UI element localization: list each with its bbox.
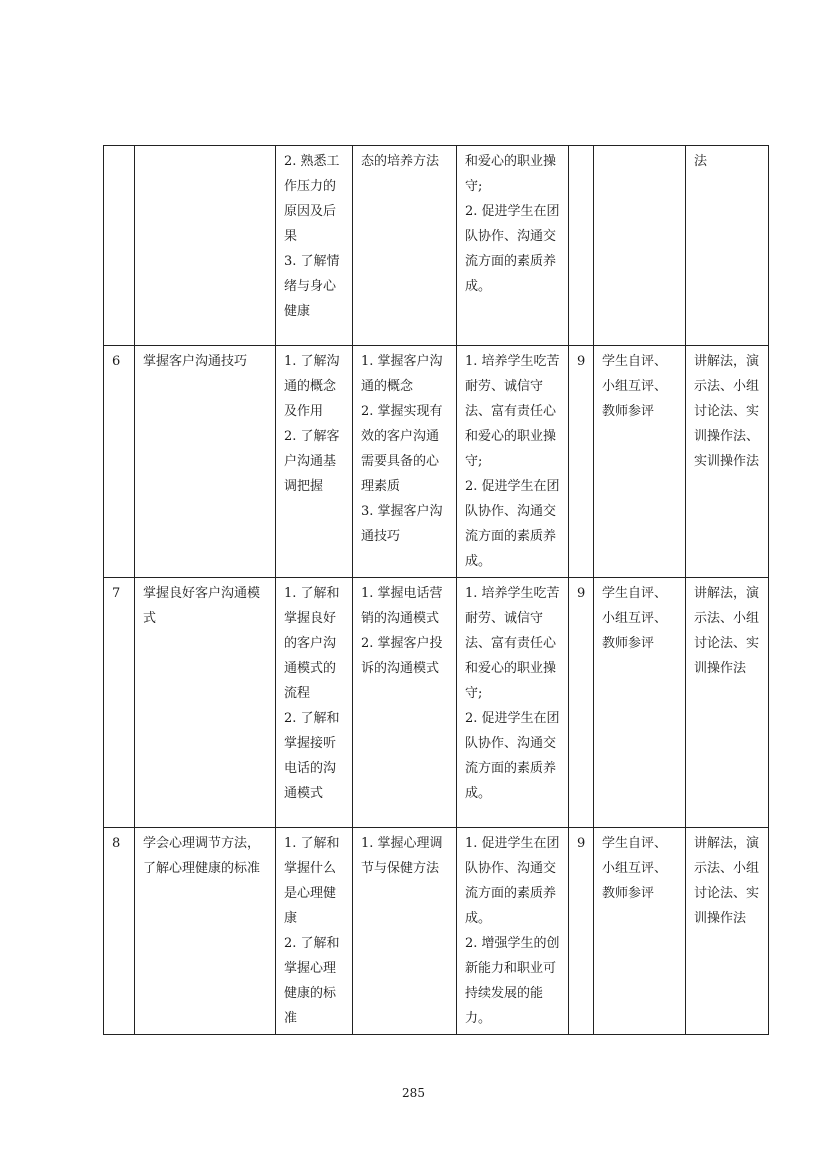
knowledge-goals-item: 3. 了解情绪与身心健康: [284, 254, 340, 319]
quality-goals-item: 1. 促进学生在团队协作、沟通交流方面的素质养成。: [465, 836, 560, 926]
table-row: [104, 146, 769, 346]
quality-goals-cell: [457, 828, 569, 1035]
knowledge-goals-item: 2. 了解和掌握心理健康的标准: [284, 936, 340, 1026]
knowledge-goals-item: 2. 了解和掌握接听电话的沟通模式: [284, 711, 340, 801]
hours-cell: [569, 146, 594, 346]
knowledge-goals-cell: [276, 346, 353, 578]
table-row: [104, 346, 769, 578]
teaching-method-cell: 讲解法，演示法、小组讨论法、实训操作法: [686, 578, 769, 828]
row-number: 7: [104, 578, 135, 828]
quality-goals-cell: [457, 146, 569, 346]
hours-cell: 9: [569, 346, 594, 578]
skill-goals-item: 1. 掌握心理调节与保健方法: [361, 836, 443, 876]
skill-goals-cell: [353, 578, 457, 828]
table-body: [104, 146, 769, 1035]
assessment-cell: 学生自评、小组互评、教师参评: [594, 346, 686, 578]
knowledge-goals-item: 1. 了解和掌握良好的客户沟通模式的流程: [284, 586, 340, 701]
skill-goals-item: 3. 掌握客户沟通技巧: [361, 504, 443, 544]
topic-cell: 学会心理调节方法，了解心理健康的标准: [135, 828, 276, 1035]
teaching-method-cell: 法: [686, 146, 769, 346]
skill-goals-item: 2. 掌握实现有效的客户沟通需要具备的心理素质: [361, 404, 443, 494]
table-row: [104, 578, 769, 828]
knowledge-goals-cell: [276, 828, 353, 1035]
quality-goals-item: 1. 培养学生吃苦耐劳、诚信守法、富有责任心和爱心的职业操守;: [465, 354, 560, 469]
quality-goals-item: 2. 促进学生在团队协作、沟通交流方面的素质养成。: [465, 711, 560, 801]
knowledge-goals-item: 2. 了解客户沟通基调把握: [284, 429, 340, 494]
topic-cell: 掌握良好客户沟通模式: [135, 578, 276, 828]
skill-goals-item: 2. 掌握客户投诉的沟通模式: [361, 636, 443, 676]
quality-goals-item: 2. 增强学生的创新能力和职业可持续发展的能力。: [465, 936, 560, 1026]
quality-goals-cell: [457, 346, 569, 578]
quality-goals-item: 2. 促进学生在团队协作、沟通交流方面的素质养成。: [465, 204, 560, 294]
syllabus-table: [103, 145, 769, 1035]
row-number: 6: [104, 346, 135, 578]
skill-goals-cell: [353, 146, 457, 346]
topic-cell: [135, 146, 276, 346]
row-number: [104, 146, 135, 346]
teaching-method-cell: 讲解法，演示法、小组讨论法、实训操作法: [686, 828, 769, 1035]
knowledge-goals-item: 2. 熟悉工作压力的原因及后果: [284, 154, 340, 244]
skill-goals-item: 态的培养方法: [361, 154, 440, 169]
knowledge-goals-item: 1. 了解和掌握什么是心理健康: [284, 836, 340, 926]
assessment-cell: 学生自评、小组互评、教师参评: [594, 828, 686, 1035]
knowledge-goals-item: 1. 了解沟通的概念及作用: [284, 354, 340, 419]
skill-goals-cell: [353, 828, 457, 1035]
row-number: 8: [104, 828, 135, 1035]
topic-cell: 掌握客户沟通技巧: [135, 346, 276, 578]
hours-cell: 9: [569, 828, 594, 1035]
quality-goals-cell: [457, 578, 569, 828]
assessment-cell: [594, 146, 686, 346]
quality-goals-item: 2. 促进学生在团队协作、沟通交流方面的素质养成。: [465, 479, 560, 569]
knowledge-goals-cell: [276, 578, 353, 828]
assessment-cell: 学生自评、小组互评、教师参评: [594, 578, 686, 828]
teaching-method-cell: 讲解法，演示法、小组讨论法、实训操作法、实训操作法: [686, 346, 769, 578]
skill-goals-item: 1. 掌握客户沟通的概念: [361, 354, 443, 394]
table-row: [104, 828, 769, 1035]
quality-goals-item: 1. 培养学生吃苦耐劳、诚信守法、富有责任心和爱心的职业操守;: [465, 586, 560, 701]
quality-goals-item: 和爱心的职业操守;: [465, 154, 557, 194]
hours-cell: 9: [569, 578, 594, 828]
page-number: 285: [402, 1086, 425, 1100]
skill-goals-cell: [353, 346, 457, 578]
knowledge-goals-cell: [276, 146, 353, 346]
skill-goals-item: 1. 掌握电话营销的沟通模式: [361, 586, 443, 626]
